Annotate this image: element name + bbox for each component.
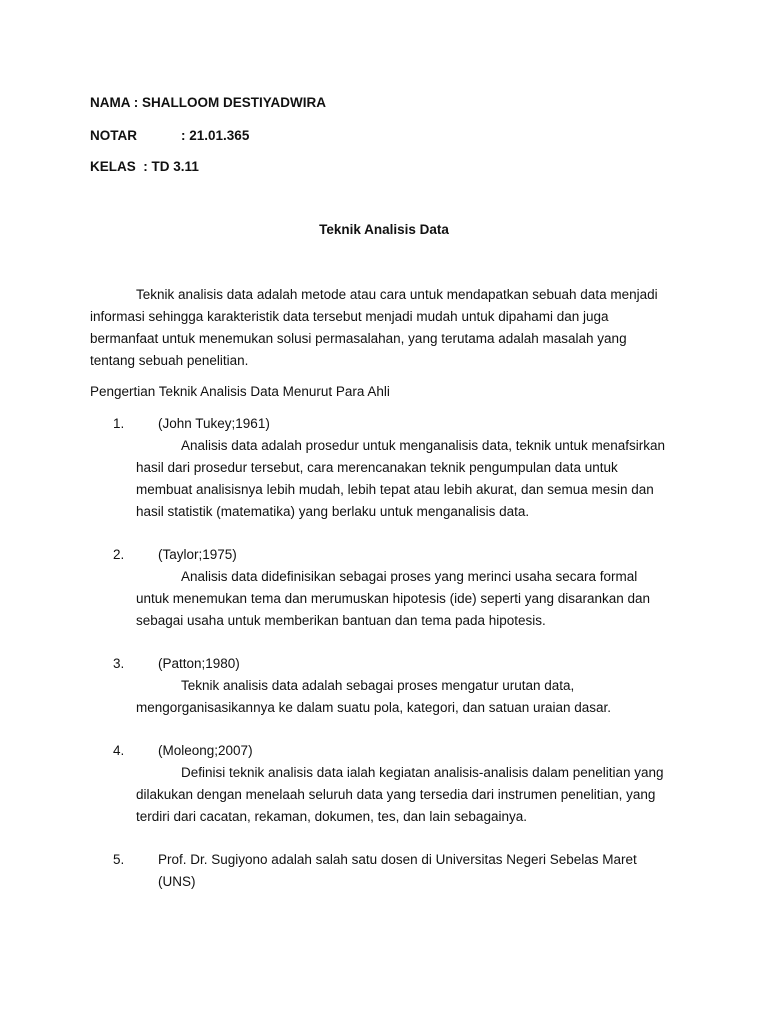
kelas-line [90, 159, 199, 175]
notar-value: 21.01.365 [189, 128, 250, 143]
list-item-body [136, 762, 736, 828]
intro-line: bermanfaat untuk menemukan solusi permasalahan, yang terutama adalah masalah yang [90, 331, 627, 346]
notar-value-line [181, 128, 249, 144]
intro-line: Teknik analisis data adalah metode atau cara untuk mendapatkan sebuah data menjadi [136, 287, 658, 302]
list-item-number: 5. [113, 852, 125, 867]
list-item-line: hasil statistik (matematika) yang berlaku untuk menganalisis data. [136, 504, 530, 519]
list-item-line: mengorganisasikannya ke dalam suatu pola, kategori, dan satuan uraian dasar. [136, 700, 612, 715]
list-item-line: Teknik analisis data adalah sebagai proses mengatur urutan data, [181, 678, 575, 693]
intro-line: tentang sebuah penelitian. [90, 353, 249, 368]
notar-separator: : [181, 128, 186, 143]
list-item-body [136, 566, 736, 632]
list-item-source: (John Tukey;1961) [158, 416, 270, 431]
list-item-source: (Taylor;1975) [158, 547, 237, 562]
notar-label: NOTAR [90, 128, 137, 143]
list-item-line: dilakukan dengan menelaah seluruh data yang tersedia dari instrumen penelitian, yang [136, 787, 656, 802]
list-item-line: Definisi teknik analisis data ialah kegiatan analisis-analisis dalam penelitian yang [181, 765, 664, 780]
subheading: Pengertian Teknik Analisis Data Menurut Para Ahli [90, 384, 390, 399]
list-item-body [136, 435, 736, 523]
name-separator: : [133, 95, 139, 110]
list-item-source: Prof. Dr. Sugiyono adalah salah satu dosen di Universitas Negeri Sebelas Maret [158, 852, 637, 867]
list-item-number: 3. [113, 656, 125, 671]
list-item-line: Analisis data adalah prosedur untuk menganalisis data, teknik untuk menafsirkan [181, 438, 666, 453]
name-label: NAMA [90, 95, 130, 110]
list-item-source: (Patton;1980) [158, 656, 240, 671]
list-item-line: hasil dari prosedur tersebut, cara merencanakan teknik pengumpulan data untuk [136, 460, 618, 475]
list-item-body [136, 675, 736, 719]
kelas-separator: : [143, 159, 148, 174]
kelas-label: KELAS [90, 159, 136, 174]
name-line [90, 95, 326, 111]
intro-paragraph [90, 284, 690, 372]
list-item-number: 2. [113, 547, 125, 562]
list-item-line: membuat analisisnya lebih mudah, lebih tepat atau lebih akurat, dan semua mesin dan [136, 482, 654, 497]
kelas-value: TD 3.11 [151, 159, 199, 174]
list-item-line: sebagai usaha untuk memberikan bantuan dan tema pada hipotesis. [136, 613, 546, 628]
list-item-source: (Moleong;2007) [158, 743, 253, 758]
name-value: SHALLOOM DESTIYADWIRA [142, 95, 327, 110]
list-item-line: untuk menemukan tema dan merumuskan hipotesis (ide) seperti yang disarankan dan [136, 591, 651, 606]
document-title: Teknik Analisis Data [319, 222, 449, 237]
list-item-line: Analisis data didefinisikan sebagai proses yang merinci usaha secara formal [181, 569, 638, 584]
list-item-number: 4. [113, 743, 125, 758]
notar-line [90, 128, 137, 144]
list-item-number: 1. [113, 416, 125, 431]
list-item-line: terdiri dari cacatan, rekaman, dokumen, tes, dan lain sebagainya. [136, 809, 527, 824]
list-item-line: (UNS) [158, 874, 196, 889]
intro-line: informasi sehingga karakteristik data tersebut menjadi mudah untuk dipahami dan juga [90, 309, 609, 324]
